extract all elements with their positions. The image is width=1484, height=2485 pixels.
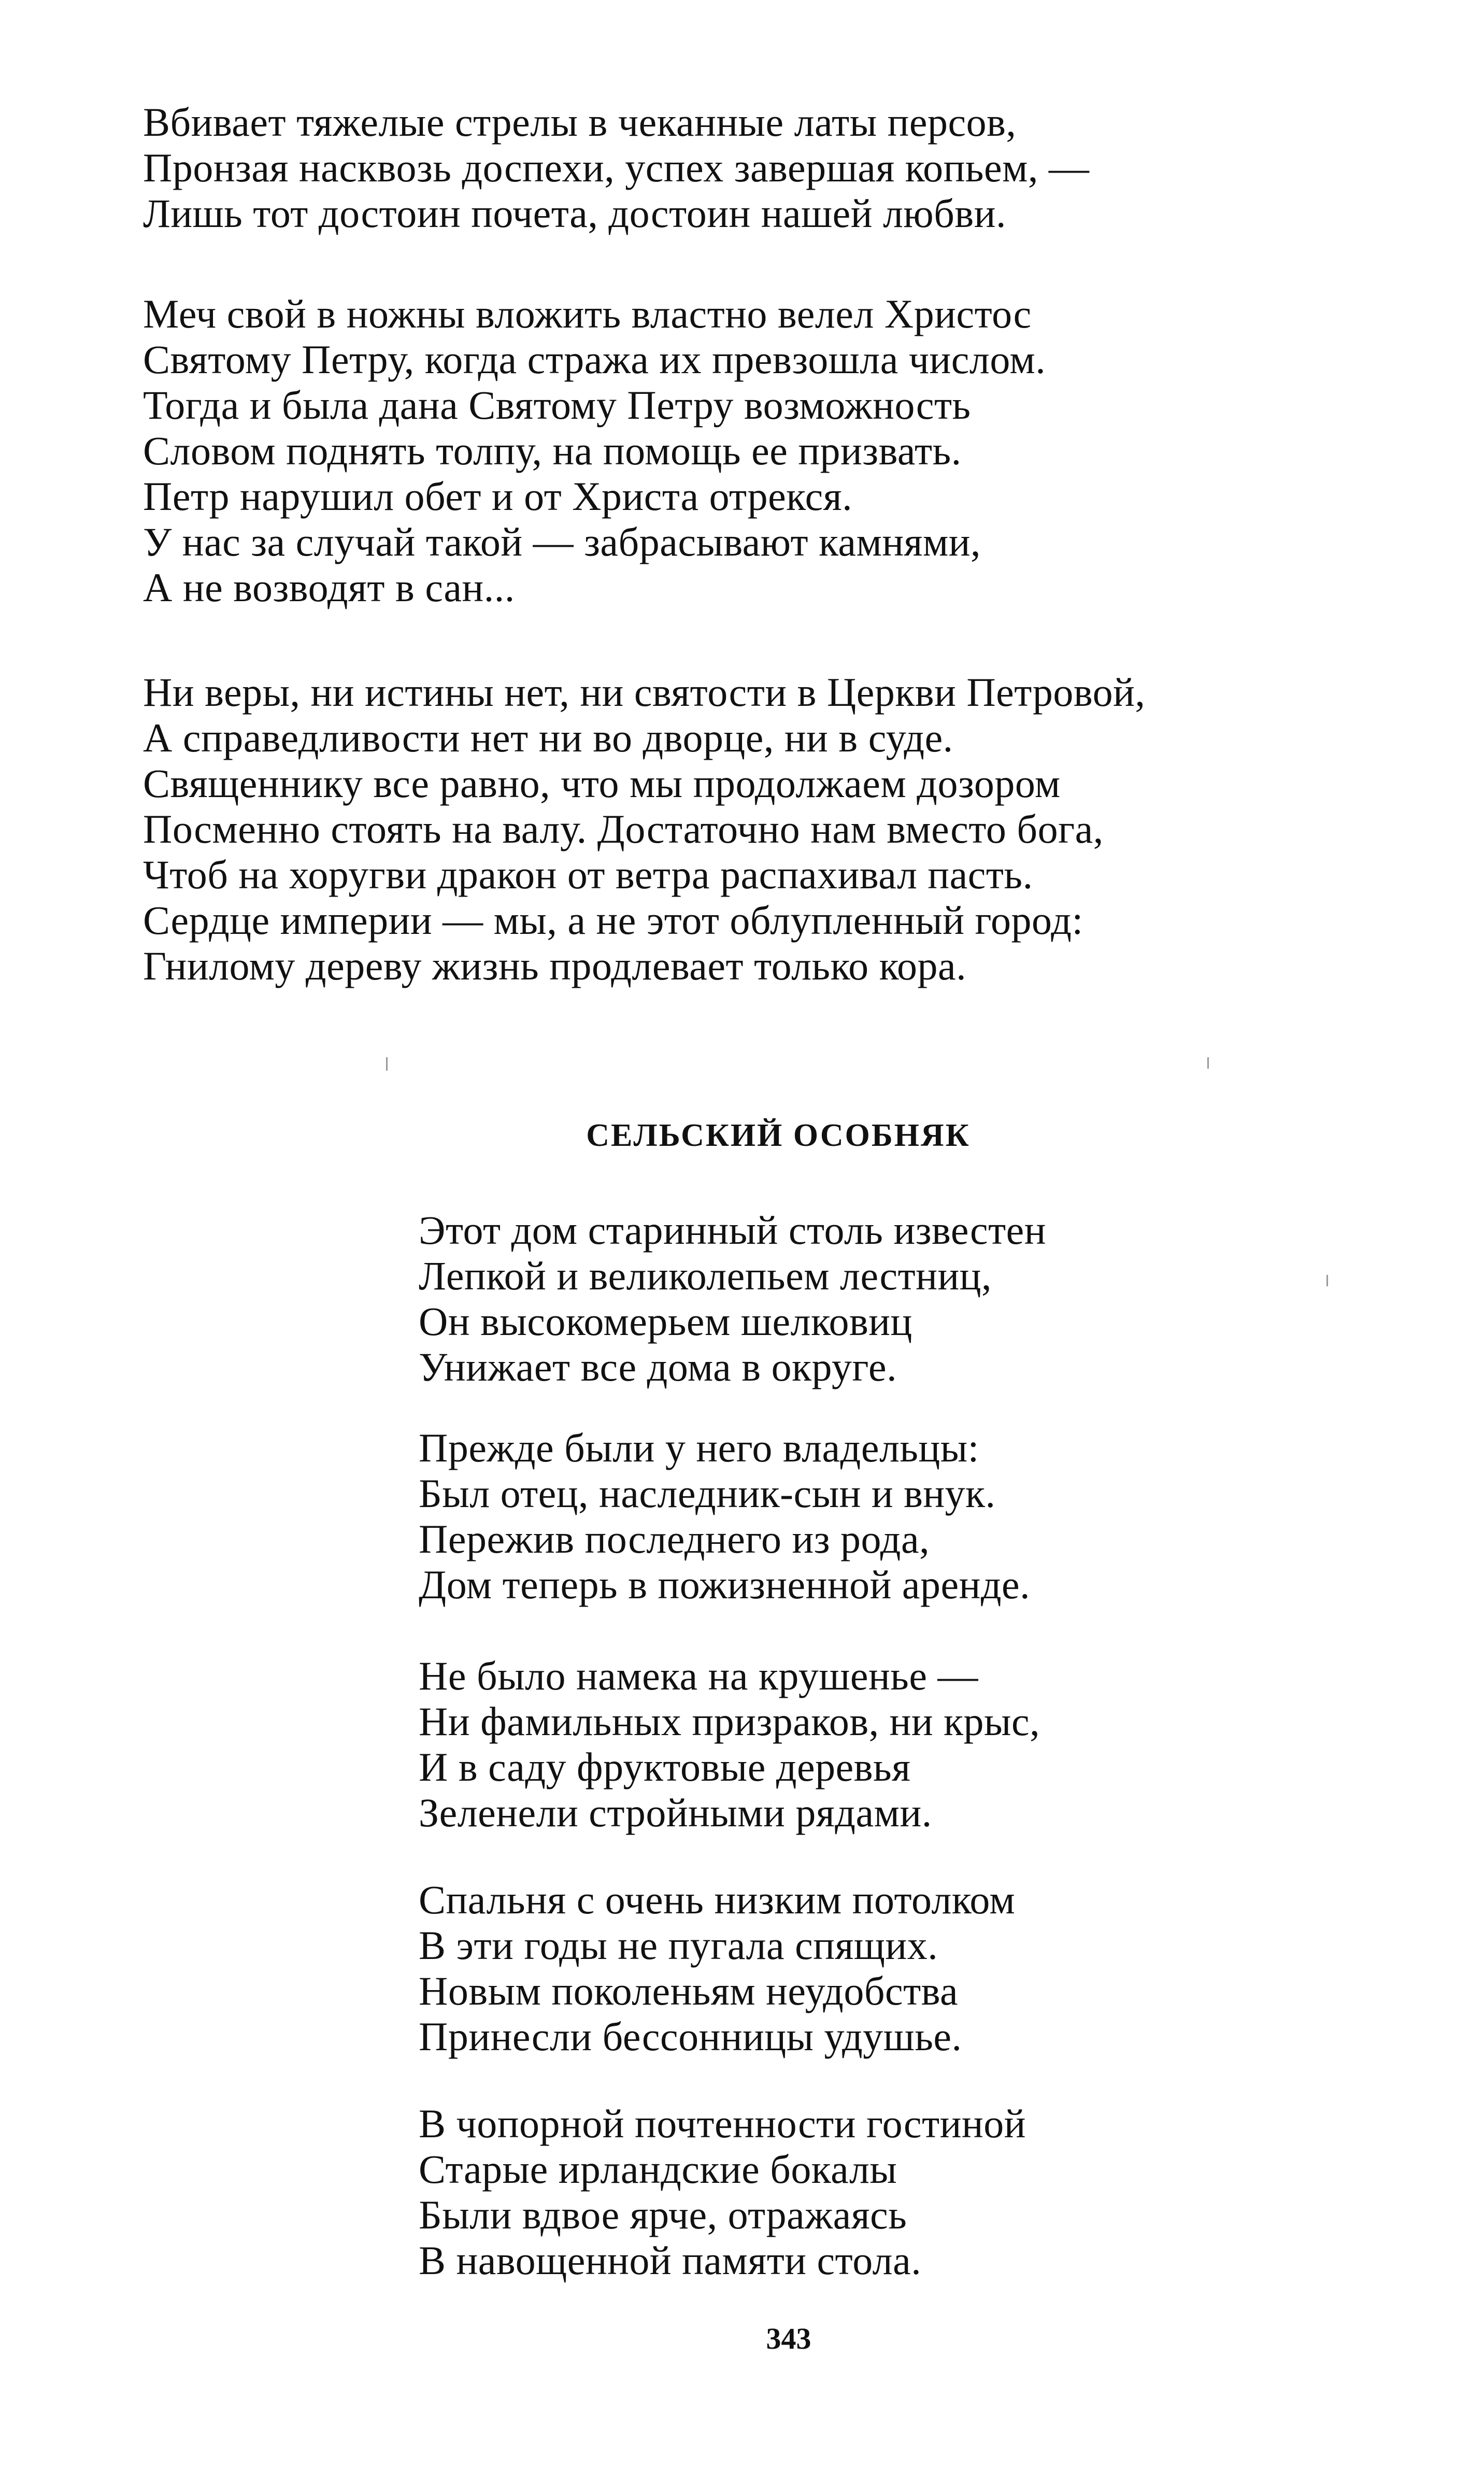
verse-line: Были вдвое ярче, отражаясь <box>419 2192 907 2237</box>
verse-line: Вбивает тяжелые стрелы в чеканные латы персов, <box>143 100 1017 145</box>
verse-line: Прежде были у него владельцы: <box>419 1425 979 1470</box>
stanza <box>419 2101 1026 2283</box>
verse-line: Принесли бессонницы удушье. <box>419 2014 962 2059</box>
verse-line: Святому Петру, когда стража их превзошла числом. <box>143 337 1046 382</box>
verse-line: Новым поколеньям неудобства <box>419 1968 959 2013</box>
verse-line: Гнилому дереву жизнь продлевает только кора. <box>143 943 967 988</box>
stanza <box>419 1208 1046 1390</box>
verse-line: Унижает все дома в округе. <box>419 1344 897 1389</box>
verse-line: Пережив последнего из рода, <box>419 1516 930 1561</box>
verse-line: Посменно стоять на валу. Достаточно нам вместо бога, <box>143 806 1104 851</box>
verse-line: А не возводят в сан... <box>143 565 515 610</box>
verse-line: Старые ирландские бокалы <box>419 2147 897 2192</box>
page-number <box>0 2321 1484 2357</box>
verse-line: Петр нарушил обет и от Христа отрекся. <box>143 474 853 519</box>
page-number-text: 343 <box>766 2322 811 2355</box>
verse-line: Дом теперь в пожизненной аренде. <box>419 1562 1031 1607</box>
verse-line: Не было намека на крушенье — <box>419 1653 978 1698</box>
poem-title-text: СЕЛЬСКИЙ ОСОБНЯК <box>586 1118 971 1154</box>
stanza <box>419 1877 1015 2060</box>
verse-line: Сердце империи — мы, а не этот облупленный город: <box>143 898 1083 943</box>
print-speck <box>386 1057 388 1071</box>
verse-line: Священнику все равно, что мы продолжаем дозором <box>143 761 1061 806</box>
poem-title <box>0 1115 1484 1156</box>
verse-line: Был отец, наследник-сын и внук. <box>419 1471 996 1516</box>
print-speck <box>1326 1275 1328 1286</box>
verse-line: Лепкой и великолепьем лестниц, <box>419 1253 992 1298</box>
verse-line: Меч свой в ножны вложить властно велел Христос <box>143 291 1032 336</box>
verse-line: Лишь тот достоин почета, достоин нашей любви. <box>143 191 1006 236</box>
verse-line: Спальня с очень низким потолком <box>419 1877 1016 1922</box>
verse-line: Тогда и была дана Святому Петру возможность <box>143 382 971 428</box>
print-speck <box>1207 1057 1209 1069</box>
verse-line: В эти годы не пугала спящих. <box>419 1923 938 1968</box>
stanza <box>143 100 1089 236</box>
verse-line: Он высокомерьем шелковиц <box>419 1299 912 1344</box>
stanza <box>419 1653 1040 1836</box>
verse-line: Ни фамильных призраков, ни крыс, <box>419 1699 1040 1744</box>
verse-line: У нас за случай такой — забрасывают камнями, <box>143 519 981 564</box>
verse-line: Зеленели стройными рядами. <box>419 1790 932 1835</box>
verse-line: Этот дом старинный столь известен <box>419 1208 1047 1253</box>
verse-line: Ни веры, ни истины нет, ни святости в Церкви Петровой, <box>143 670 1146 715</box>
verse-line: И в саду фруктовые деревья <box>419 1744 911 1790</box>
verse-line: В чопорной почтенности гостиной <box>419 2101 1026 2146</box>
stanza <box>419 1425 1030 1608</box>
verse-line: Словом поднять толпу, на помощь ее призвать. <box>143 428 962 473</box>
verse-line: Чтоб на хоругви дракон от ветра распахивал пасть. <box>143 852 1033 897</box>
verse-line: Пронзая насквозь доспехи, успех завершая копьем, — <box>143 145 1090 190</box>
verse-line: А справедливости нет ни во дворце, ни в суде. <box>143 715 953 760</box>
stanza <box>143 670 1145 989</box>
verse-line: В навощенной памяти стола. <box>419 2238 922 2283</box>
stanza <box>143 291 1046 610</box>
